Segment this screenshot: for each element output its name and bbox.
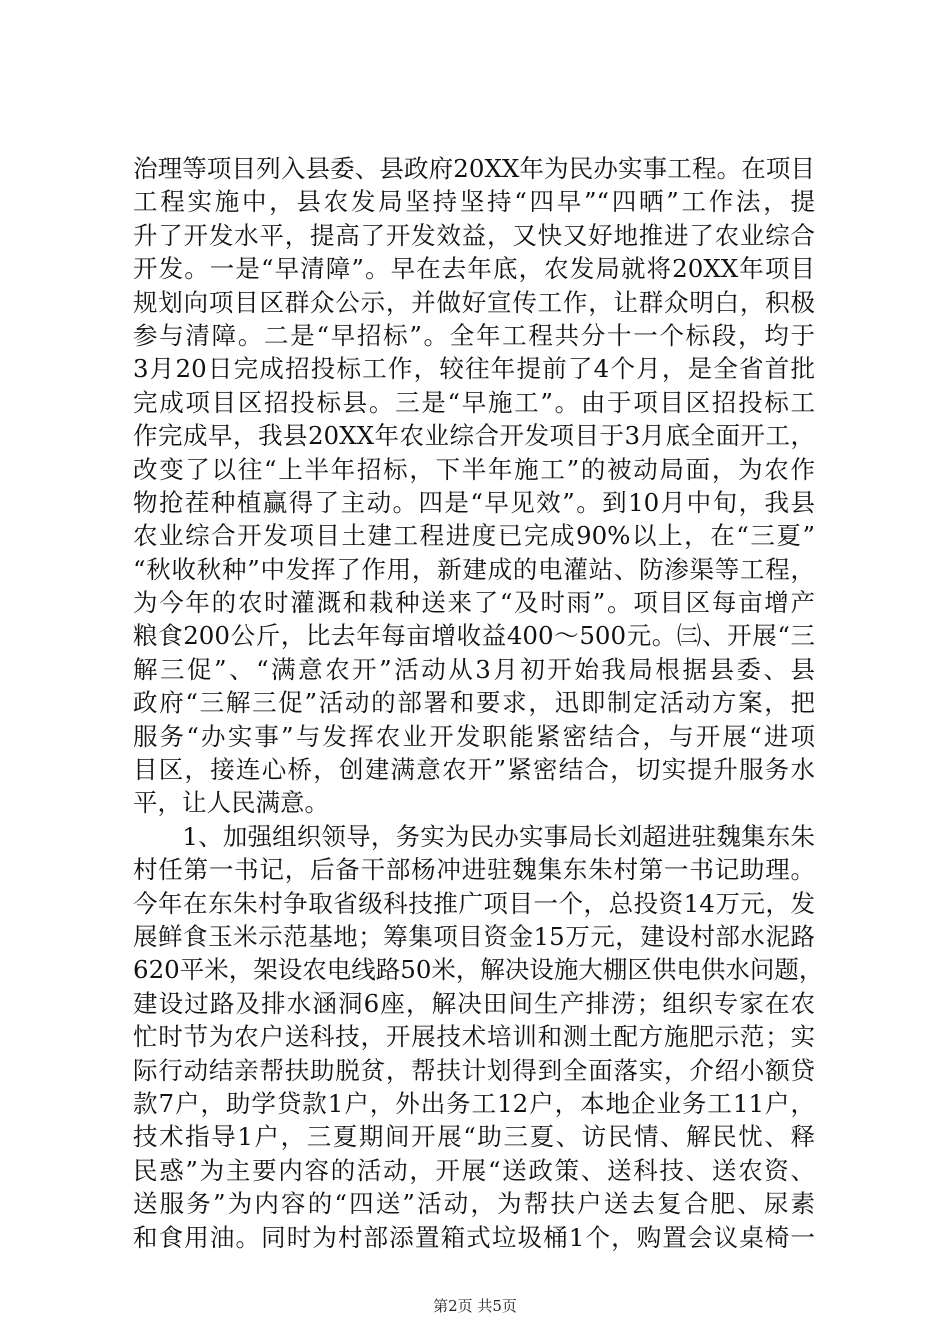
- text-line: 服务“办实事”与发挥农业开发职能紧密结合，与开展“进项: [133, 721, 815, 751]
- text-line: 改变了以往“上半年招标，下半年施工”的被动局面，为农作: [133, 454, 815, 484]
- text-line: 今年在东朱村争取省级科技推广项目一个，总投资14万元，发: [133, 888, 815, 918]
- text-line: 忙时节为农户送科技，开展技术培训和测土配方施肥示范；实: [133, 1022, 815, 1052]
- text-line: 粮食200公斤，比去年每亩增收益400～500元。㈢、开展“三: [133, 621, 815, 651]
- text-line: 平，让人民满意。: [133, 788, 329, 818]
- text-line: 升了开发水平，提高了开发效益，又快又好地推进了农业综合: [133, 220, 815, 250]
- body-text: [133, 152, 824, 1254]
- text-line: 物抢茬种植赢得了主动。四是“早见效”。到10月中旬，我县: [133, 487, 815, 517]
- paragraph-1: [133, 152, 815, 820]
- text-line: 治理等项目列入县委、县政府20XX年为民办实事工程。在项目: [133, 154, 815, 183]
- text-line: 3月20日完成招投标工作，较往年提前了4个月，是全省首批: [133, 354, 815, 384]
- text-line: 送服务”为内容的“四送”活动，为帮扶户送去复合肥、尿素: [133, 1189, 815, 1219]
- text-line: 为今年的农时灌溉和栽种送来了“及时雨”。项目区每亩增产: [133, 588, 815, 618]
- text-line: 开发。一是“早清障”。早在去年底，农发局就将20XX年项目: [133, 254, 815, 284]
- text-line: 和食用油。同时为村部添置箱式垃圾桶1个，购置会议桌椅一: [133, 1222, 815, 1252]
- paragraph-2: [133, 820, 824, 1254]
- text-line: 际行动结亲帮扶助脱贫，帮扶计划得到全面落实，介绍小额贷: [133, 1055, 815, 1085]
- text-line: 工程实施中，县农发局坚持坚持“四早”“四晒”工作法，提: [133, 187, 815, 217]
- text-line: 款7户，助学贷款1户，外出务工12户，本地企业务工11户，: [133, 1088, 815, 1118]
- text-line: 解三促”、“满意农开”活动从3月初开始我局根据县委、县: [133, 654, 815, 684]
- text-line: 村任第一书记，后备干部杨冲进驻魏集东朱村第一书记助理。: [133, 855, 815, 885]
- text-line: 政府“三解三促”活动的部署和要求，迅即制定活动方案，把: [133, 688, 815, 718]
- text-line: 目区，接连心桥，创建满意农开”紧密结合，切实提升服务水: [133, 755, 815, 785]
- page-number: 第2页 共5页: [433, 1297, 517, 1315]
- text-line: 参与清障。二是“早招标”。全年工程共分十一个标段，均于: [133, 320, 815, 350]
- text-line: 620平米，架设农电线路50米，解决设施大棚区供电供水问题，: [133, 955, 824, 985]
- text-line: 农业综合开发项目土建工程进度已完成90%以上，在“三夏”: [133, 521, 815, 551]
- text-line: 民惑”为主要内容的活动，开展“送政策、送科技、送农资、: [133, 1155, 815, 1185]
- text-line: 完成项目区招投标县。三是“早施工”。由于项目区招投标工: [133, 387, 815, 417]
- text-line: 建设过路及排水涵洞6座，解决田间生产排涝；组织专家在农: [133, 988, 815, 1018]
- text-line: 规划向项目区群众公示，并做好宣传工作，让群众明白，积极: [133, 287, 815, 317]
- text-line: 1、加强组织领导，务实为民办实事局长刘超进驻魏集东朱: [133, 821, 815, 851]
- text-line: “秋收秋种”中发挥了作用，新建成的电灌站、防渗渠等工程，: [133, 554, 815, 584]
- text-line: 技术指导1户，三夏期间开展“助三夏、访民情、解民忧、释: [133, 1122, 815, 1152]
- text-line: 作完成早，我县20XX年农业综合开发项目于3月底全面开工，: [133, 421, 815, 451]
- text-line: 展鲜食玉米示范基地；筹集项目资金15万元，建设村部水泥路: [133, 921, 815, 951]
- page-footer: [0, 1295, 950, 1316]
